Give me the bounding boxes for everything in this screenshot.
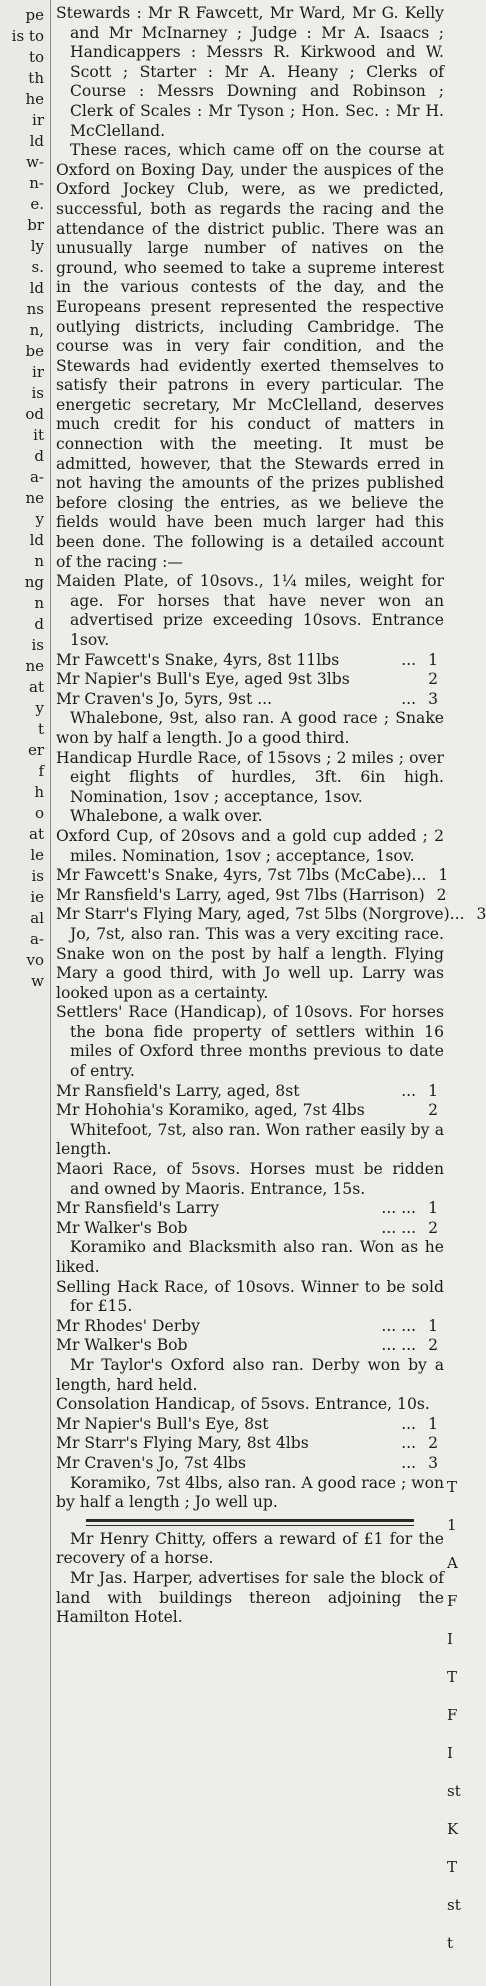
leader-dots: ... [401,1081,417,1100]
finish-place: 1 [428,1316,438,1335]
fragment-text: I [447,1630,453,1648]
fragment-text: T [447,1478,458,1496]
leader-dots: ... [401,1414,417,1433]
race-result-row [56,1336,444,1356]
race-result-row [56,885,447,906]
race-notes: Whalebone, a walk over. [70,807,263,826]
race-notes: Koramiko and Blacksmith also ran. Won as he liked. [56,1238,444,1276]
fragment-text: a- [29,468,44,486]
race-result-row [56,1317,444,1337]
runner-name: Mr Craven's Jo, 7st 4lbs [56,1453,246,1472]
fragment-text: w- [26,153,44,171]
race-entry [56,1160,444,1278]
race-heading: Settlers' Race (Handicap), of 10sovs. For horses the bona fide property of settlers within 16 miles of Oxford three months previous to date of entry. [56,1003,444,1081]
fragment-text: ld [29,279,44,297]
race-entry [56,749,444,827]
leader-dots: ... ... [381,1336,417,1355]
finish-place: 2 [436,885,447,904]
runner-name: Mr Napier's Bull's Eye, 8st [56,1414,269,1433]
race-result-row [56,1454,444,1474]
finish-place: 2 [428,1101,438,1120]
fragment-text: T [447,1668,458,1686]
fragment-text: vo [26,951,44,969]
notice-item: Mr Jas. Harper, advertises for sale the block of land with buildings thereon adjoining the Hamilton Hotel. [56,1568,444,1627]
race-notes: Jo, 7st, also ran. This was a very exciting race. Snake won on the post by half a length. Flying Mary a good third, with Jo well up. Larry was looked upon as a certainty. [56,924,444,1002]
fragment-text: a- [29,930,44,948]
fragment-text: at [29,678,44,696]
race-result-row [56,651,444,671]
fragment-text: is [31,636,44,654]
race-entry [56,572,444,748]
race-entry [56,826,486,1003]
fragment-text: he [25,90,44,108]
fragment-text: y [35,699,44,717]
fragment-text: er [27,741,44,759]
race-heading: Handicap Hurdle Race, of 15sovs ; 2 miles ; over eight flights of hurdles, 3ft. 6in high. Nomination, 1sov ; acceptance, 1sov. [56,748,444,806]
runner-name: Mr Napier's Bull's Eye, aged 9st 3lbs [56,670,350,689]
race-entry [56,1003,444,1160]
fragment-text: ie [30,888,44,906]
finish-place: 1 [428,1414,438,1433]
fragment-text: od [25,405,44,423]
fragment-text: y [35,510,44,528]
fragment-text: ng [24,573,44,591]
fragment-text: ne [25,657,44,675]
fragment-text: t [447,1934,454,1952]
adjacent-column-fragment-right [447,0,461,1986]
race-result-row [56,670,444,690]
fragment-text: s. [31,258,44,276]
fragment-text: ld [29,132,44,150]
leader-dots: ... [401,1434,417,1453]
race-result-row [56,1082,444,1102]
leader-dots: ... [449,905,465,924]
fragment-text: ns [26,300,44,318]
fragment-text: th [28,69,44,87]
race-notes: Mr Taylor's Oxford also ran. Derby won by a length, hard held. [56,1355,444,1394]
fragment-text: A [447,1554,458,1572]
fragment-text: n [34,594,44,612]
leader-dots: ... [411,866,427,885]
runner-name: Mr Starr's Flying Mary, 8st 4lbs [56,1434,309,1453]
race-heading: Oxford Cup, of 20sovs and a gold cup added ; 2 miles. Nomination, 1sov ; acceptance, 1sov. [56,826,444,865]
race-list [56,572,486,1513]
fragment-text: st [447,1896,461,1914]
runner-name: Mr Walker's Bob [56,1336,188,1355]
race-result-row [56,1199,444,1219]
runner-name: Mr Fawcett's Snake, 4yrs, 8st 11lbs [56,650,340,669]
fragment-text: ne [25,489,44,507]
runner-name: Mr Fawcett's Snake, 4yrs, 7st 7lbs (McCabe) [56,866,412,885]
fragment-text: le [30,846,44,864]
finish-place: 3 [428,1453,438,1472]
fragment-text: at [29,825,44,843]
fragment-text: F [447,1706,458,1724]
fragment-text: ir [32,363,44,381]
race-result-row [56,905,486,925]
race-entry [56,1278,444,1396]
fragment-text: n [34,552,44,570]
finish-place: 2 [428,1434,438,1453]
fragment-text: 1 [447,1516,457,1534]
finish-place: 3 [476,905,486,924]
race-notes: Koramiko, 7st 4lbs, also ran. A good race ; won by half a length ; Jo well up. [56,1473,444,1512]
fragment-text: o [34,804,44,822]
leader-dots: ... ... [381,1218,417,1237]
runner-name: Mr Walker's Bob [56,1218,188,1237]
runner-name: Mr Starr's Flying Mary, aged, 7st 5lbs (Norgrove) [56,905,450,924]
finish-place: 3 [428,689,438,708]
fragment-text: h [34,783,44,801]
fragment-text: pe [25,6,44,24]
stewards-list: Stewards : Mr R Fawcett, Mr Ward, Mr G. Kelly and Mr McInarney ; Judge : Mr A. Isaacs ; Handicappers : Messrs R. Kirkwood and W. Scott ; Starter : Mr A. Heany ; Clerks of Course : Messrs Downing and Robinson ; Clerk of Scales : Mr Tyson ; Hon. Sec. : Mr H. McClelland. [56,4,444,140]
finish-place: 1 [428,1199,438,1218]
leader-dots: ... [401,689,417,708]
fragment-text: d [34,447,44,465]
leader-dots: ... [401,1453,417,1472]
runner-name: Mr Rhodes' Derby [56,1316,200,1335]
fragment-text: T [447,1858,458,1876]
finish-place: 1 [428,1081,438,1100]
intro-paragraph: These races, which came off on the course at Oxford on Boxing Day, under the auspices of the Oxford Jockey Club, were, as we predicted, successful, both as regards the racing and the attendance of the district public. There was an unusually large number of natives on the ground, who seemed to take a supreme interest in the various contests of the day, and the Europeans present represented the respective outlying districts, including Cambridge. The course was in very fair condition, and the Stewards had evidently exerted themselves to satisfy their patrons in every particular. The energetic secretary, Mr McClelland, deserves much credit for his conduct of matters in connection with the meeting. It must be admitted, however, that the Stewards erred in not having the amounts of the prizes published before closing the entries, as we believe the fields would have been much larger had this been done. The following is a detailed account of the racing :— [56,141,444,571]
fragment-text: it [33,426,44,444]
fragment-text: w [31,972,44,990]
fragment-text: ld [29,531,44,549]
section-divider [86,1519,414,1526]
notices-section [56,1530,444,1628]
fragment-text: F [447,1592,458,1610]
fragment-text: be [25,342,44,360]
finish-place: 2 [428,1336,438,1355]
race-heading: Maiden Plate, of 10sovs., 1¼ miles, weight for age. For horses that have never won an advertised prize exceeding 10sovs. Entrance 1sov. [56,572,444,649]
race-notes: Whalebone, 9st, also ran. A good race ; Snake won by half a length. Jo a good third. [56,709,444,747]
fragment-text: t [37,720,44,738]
leader-dots: ... ... [381,1316,417,1335]
race-result-row [56,690,444,710]
fragment-text: ir [32,111,44,129]
fragment-text: is [31,384,44,402]
race-heading: Consolation Handicap, of 5sovs. Entrance, 10s. [56,1395,430,1414]
race-result-row [56,1415,444,1435]
finish-place: 1 [438,866,449,885]
fragment-text: n- [29,174,44,192]
fragment-text: br [27,216,44,234]
race-result-row [56,1219,444,1239]
finish-place: 2 [428,1218,438,1237]
fragment-text: e. [30,195,44,213]
race-heading: Selling Hack Race, of 10sovs. Winner to be sold for £15. [56,1277,444,1316]
finish-place: 1 [428,650,438,669]
race-report-article [56,4,486,1628]
runner-name: Mr Hohohia's Koramiko, aged, 7st 4lbs [56,1101,365,1120]
fragment-text: f [38,762,44,780]
column-rule [50,0,51,1986]
fragment-text: is to [11,27,44,45]
fragment-text: st [447,1782,461,1800]
race-entry [56,1395,444,1513]
fragment-text: d [34,615,44,633]
notice-item: Mr Henry Chitty, offers a reward of £1 for the recovery of a horse. [56,1529,444,1568]
leader-dots: ... ... [381,1199,417,1218]
race-result-row [56,866,449,886]
runner-name: Mr Ransfield's Larry, aged, 9st 7lbs (Harrison) [56,885,425,904]
race-heading: Maori Race, of 5sovs. Horses must be ridden and owned by Maoris. Entrance, 15s. [56,1160,444,1198]
race-result-row [56,1101,444,1121]
fragment-text: I [447,1744,453,1762]
fragment-text: ly [30,237,44,255]
finish-place: 2 [428,670,438,689]
fragment-text: al [30,909,44,927]
adjacent-column-fragment [0,0,48,1986]
runner-name: Mr Ransfield's Larry [56,1199,220,1218]
race-result-row [56,1434,444,1454]
fragment-text: to [28,48,44,66]
runner-name: Mr Craven's Jo, 5yrs, 9st ... [56,689,273,708]
fragment-text: K [447,1820,459,1838]
fragment-text: is [31,867,44,885]
leader-dots: ... [401,650,417,669]
fragment-text: n, [29,321,44,339]
runner-name: Mr Ransfield's Larry, aged, 8st [56,1081,300,1100]
race-notes: Whitefoot, 7st, also ran. Won rather easily by a length. [56,1120,444,1159]
